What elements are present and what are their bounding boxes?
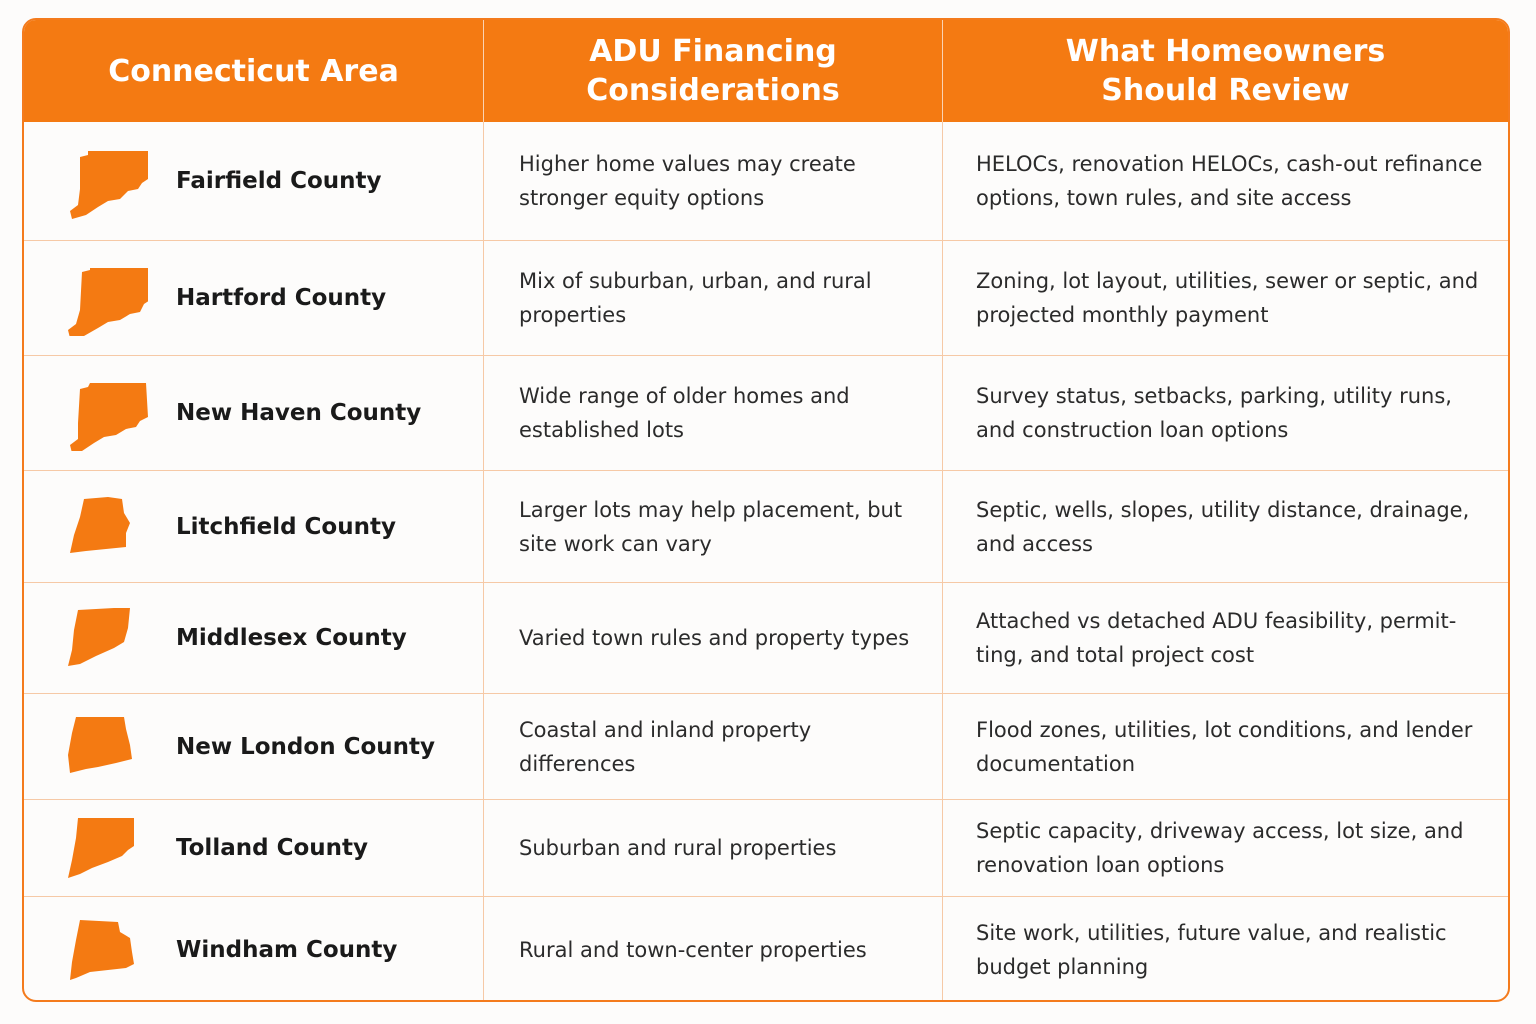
financing-consideration-text: Suburban and rural properties — [519, 836, 837, 860]
county-name: Windham County — [176, 936, 398, 963]
table-row — [24, 241, 1508, 356]
homeowner-review-cell — [943, 897, 1508, 1002]
table-row — [24, 122, 1508, 241]
financing-consideration-text: Varied town rules and property types — [519, 626, 910, 650]
header-adu-financing: ADU Financing Considerations — [484, 20, 943, 122]
connecticut-map-icon — [62, 912, 148, 988]
homeowner-review-text: HELOCs, renovation HELOCs, cash-out refinance options, town rules, and site access — [976, 152, 1483, 210]
financing-consideration-cell — [484, 897, 943, 1002]
county-name: Litchfield County — [176, 513, 396, 540]
homeowner-review-text: Zoning, lot layout, utilities, sewer or septic, and projected monthly payment — [976, 269, 1479, 327]
homeowner-review-text: Survey status, setbacks, parking, utility runs, and construction loan options — [976, 384, 1452, 442]
homeowner-review-text: Flood zones, utilities, lot conditions, and lender documentation — [976, 717, 1473, 776]
homeowner-review-text: Attached vs detached ADU feasibility, permit-ting, and total project cost — [976, 609, 1457, 667]
header-connecticut-area: Connecticut Area — [24, 20, 484, 122]
homeowner-review-cell — [943, 356, 1508, 470]
county-table — [22, 18, 1510, 1002]
financing-consideration-cell — [484, 800, 943, 896]
table-row — [24, 694, 1508, 800]
table-header-row — [24, 20, 1508, 122]
homeowner-review-text: Site work, utilities, future value, and realistic budget planning — [976, 920, 1447, 979]
county-name: Hartford County — [176, 285, 387, 311]
county-name: Middlesex County — [176, 625, 407, 651]
area-cell — [24, 583, 484, 693]
county-name: Tolland County — [176, 835, 368, 861]
connecticut-map-icon — [62, 709, 148, 785]
financing-consideration-cell — [484, 241, 943, 355]
homeowner-review-text: Septic, wells, slopes, utility distance, drainage, and access — [976, 497, 1470, 556]
financing-consideration-cell — [484, 694, 943, 799]
area-cell — [24, 356, 484, 470]
homeowner-review-cell — [943, 241, 1508, 355]
table-row — [24, 800, 1508, 897]
table-row — [24, 471, 1508, 583]
area-cell — [24, 897, 484, 1002]
homeowner-review-cell — [943, 694, 1508, 799]
financing-consideration-cell — [484, 583, 943, 693]
homeowner-review-text: Septic capacity, driveway access, lot size, and renovation loan options — [976, 819, 1464, 877]
financing-consideration-text: Mix of suburban, urban, and rural properties — [519, 269, 872, 327]
connecticut-map-icon — [62, 260, 148, 336]
area-cell — [24, 241, 484, 355]
homeowner-review-cell — [943, 122, 1508, 240]
connecticut-map-icon — [62, 810, 148, 886]
table-row — [24, 583, 1508, 694]
financing-consideration-text: Coastal and inland property differences — [519, 717, 812, 776]
county-name: New London County — [176, 733, 435, 760]
area-cell — [24, 122, 484, 240]
financing-consideration-text: Wide range of older homes and established lots — [519, 384, 850, 442]
area-cell — [24, 800, 484, 896]
area-cell — [24, 694, 484, 799]
homeowner-review-cell — [943, 583, 1508, 693]
county-name: New Haven County — [176, 400, 422, 426]
financing-consideration-text: Higher home values may create stronger equity options — [519, 152, 856, 210]
connecticut-map-icon — [62, 375, 148, 451]
financing-consideration-cell — [484, 356, 943, 470]
homeowner-review-cell — [943, 471, 1508, 582]
table-row — [24, 897, 1508, 1002]
table-row — [24, 356, 1508, 471]
financing-consideration-cell — [484, 122, 943, 240]
connecticut-map-icon — [62, 489, 148, 565]
financing-consideration-cell — [484, 471, 943, 582]
financing-consideration-text: Larger lots may help placement, but site work can vary — [519, 497, 903, 556]
homeowner-review-cell — [943, 800, 1508, 896]
header-homeowners-review: What Homeowners Should Review — [1065, 34, 1386, 108]
table-body — [24, 122, 1508, 1002]
connecticut-map-icon — [62, 600, 148, 676]
connecticut-map-icon — [62, 143, 148, 219]
financing-consideration-text: Rural and town-center properties — [519, 937, 867, 962]
area-cell — [24, 471, 484, 582]
county-name: Fairfield County — [176, 168, 382, 194]
